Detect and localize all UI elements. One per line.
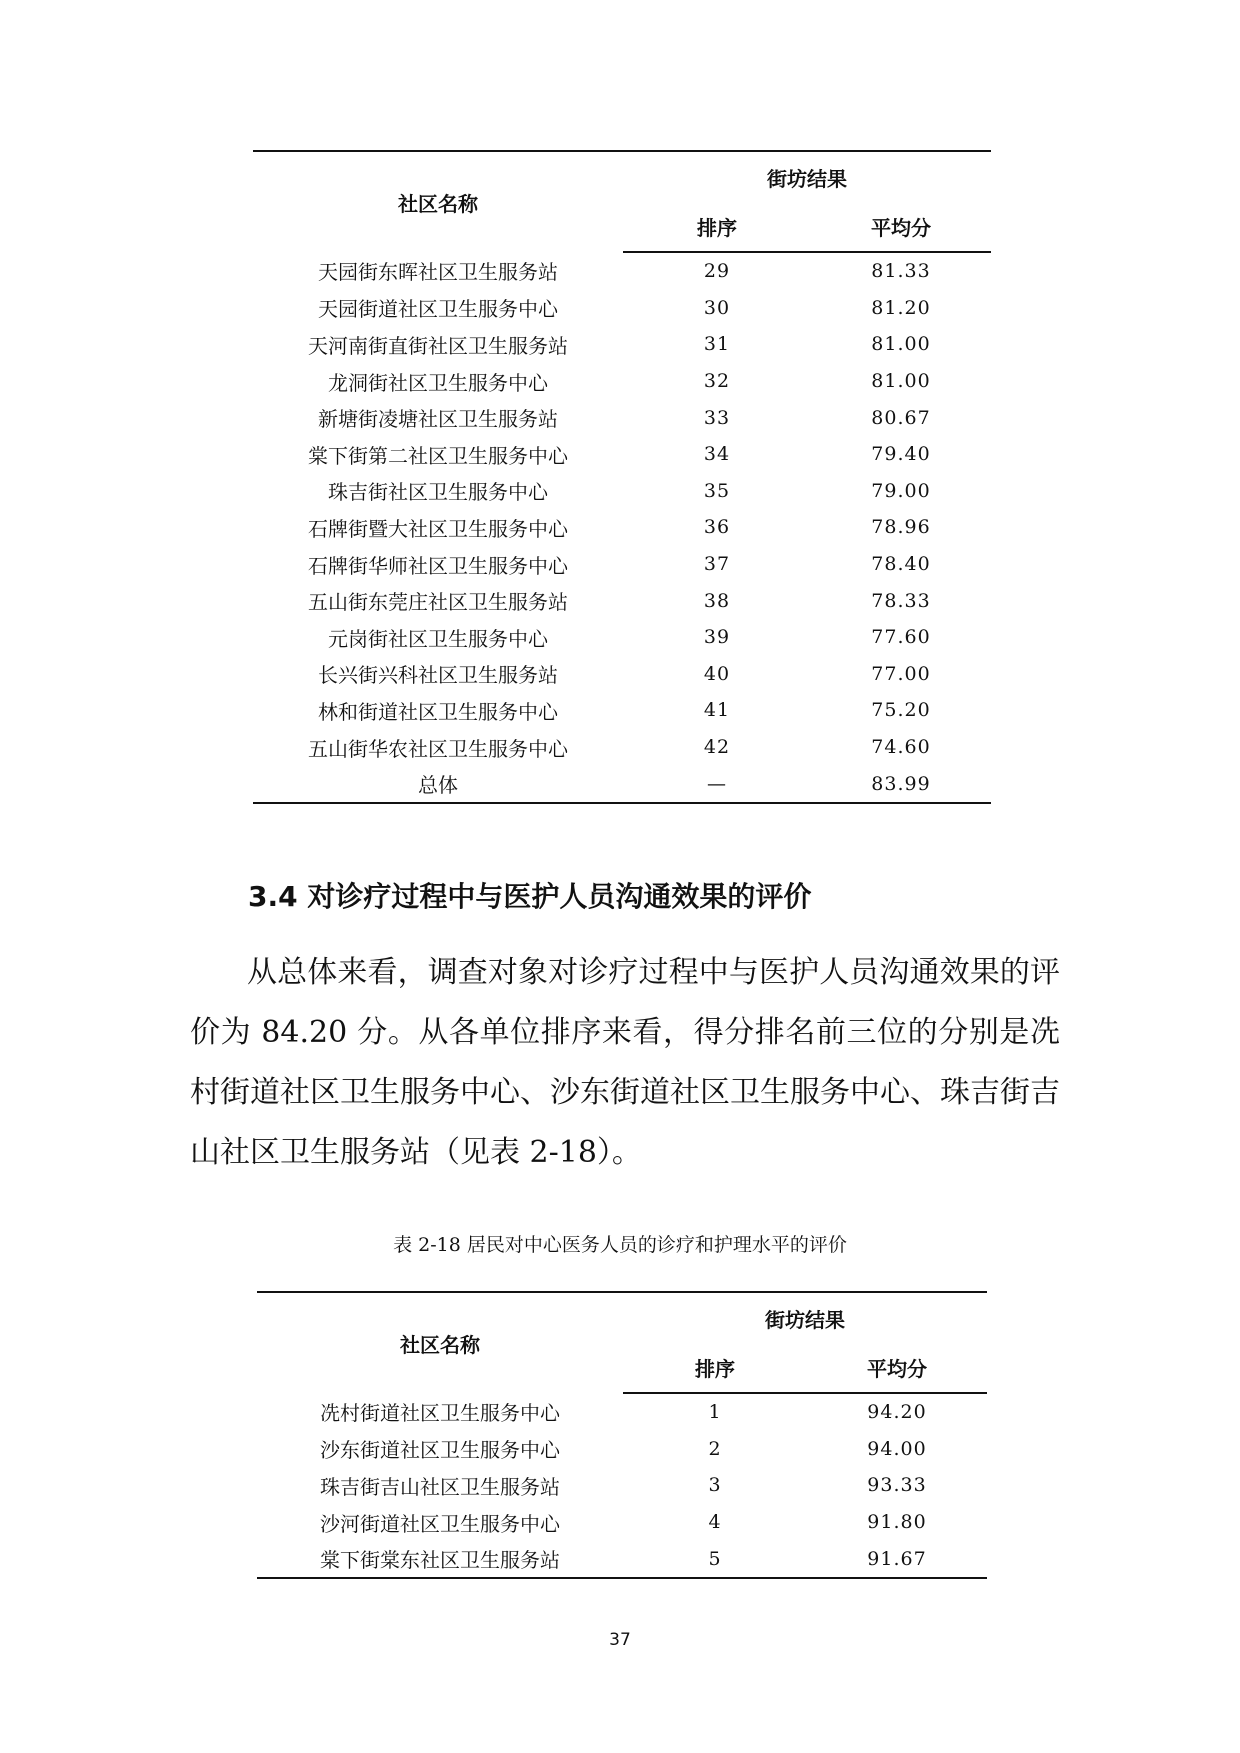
header-street-result: 街坊结果	[623, 151, 991, 202]
table-row	[253, 546, 991, 583]
rank-cell: 41	[703, 699, 731, 722]
header-street-result: 街坊结果	[623, 1292, 987, 1343]
rank-cell: 40	[703, 662, 731, 685]
table-row	[253, 729, 991, 766]
rank-cell: 39	[703, 626, 731, 649]
body-paragraph: 从总体来看，调查对象对诊疗过程中与医护人员沟通效果的评价为 84.20 分。从各单位排序来看，得分排名前三位的分别是冼村街道社区卫生服务中心、沙东街道社区卫生服务中心、珠吉街吉山社区卫生服务站（见表 2-18）。	[190, 955, 1060, 1170]
community-name-cell: 天园街道社区卫生服务中心	[318, 297, 558, 322]
community-name-cell: 石牌街华师社区卫生服务中心	[308, 553, 568, 578]
rank-cell: 29	[703, 260, 731, 283]
table-body	[253, 252, 991, 803]
score-cell: 91.80	[867, 1511, 927, 1534]
rank-cell: 36	[703, 516, 731, 539]
table-row	[257, 1540, 987, 1578]
rank-cell: —	[623, 765, 811, 803]
score-cell: 94.20	[867, 1401, 927, 1424]
community-name-cell: 沙东街道社区卫生服务中心	[320, 1438, 560, 1463]
rank-cell: 34	[703, 443, 731, 466]
score-cell: 81.00	[871, 333, 931, 356]
community-name-cell: 石牌街暨大社区卫生服务中心	[308, 516, 568, 541]
score-cell: 93.33	[867, 1474, 927, 1497]
score-cell: 81.00	[871, 370, 931, 393]
community-name-cell: 天园街东晖社区卫生服务站	[318, 260, 558, 285]
score-cell: 91.67	[807, 1540, 987, 1578]
score-cell: 78.33	[871, 589, 931, 612]
table-body	[257, 1393, 987, 1578]
page-number: 37	[609, 1630, 631, 1650]
community-name-cell: 元岗街社区卫生服务中心	[328, 626, 548, 651]
rank-cell: 31	[703, 333, 731, 356]
table-row	[253, 692, 991, 729]
table-row	[253, 619, 991, 656]
rank-cell: 33	[703, 406, 731, 429]
table-row	[253, 399, 991, 436]
score-cell: 80.67	[871, 406, 931, 429]
rank-cell: 3	[708, 1474, 722, 1497]
community-name-cell: 珠吉街吉山社区卫生服务站	[320, 1474, 560, 1499]
community-name-cell: 龙洞街社区卫生服务中心	[328, 370, 548, 395]
score-cell: 81.20	[871, 296, 931, 319]
table-row	[257, 1504, 987, 1541]
header-rank: 排序	[623, 202, 811, 252]
header-average-score: 平均分	[807, 1343, 987, 1393]
rank-cell: 38	[703, 589, 731, 612]
rank-cell: 30	[703, 296, 731, 319]
community-name-cell: 五山街华农社区卫生服务中心	[308, 736, 568, 761]
score-cell: 78.96	[871, 516, 931, 539]
rank-cell: 5	[623, 1540, 807, 1578]
score-cell: 75.20	[871, 699, 931, 722]
community-name-cell: 新塘街凌塘社区卫生服务站	[318, 407, 558, 432]
table-row	[253, 363, 991, 400]
score-cell: 77.60	[871, 626, 931, 649]
ranking-table-continued	[253, 150, 991, 804]
header-average-score: 平均分	[811, 202, 991, 252]
section-heading: 3.4 对诊疗过程中与医护人员沟通效果的评价	[248, 880, 812, 913]
ranking-table-2-18	[257, 1291, 987, 1579]
score-cell: 78.40	[871, 553, 931, 576]
score-cell: 83.99	[811, 765, 991, 803]
rank-cell: 37	[703, 553, 731, 576]
table-row	[253, 290, 991, 327]
score-cell: 79.40	[871, 443, 931, 466]
score-cell: 94.00	[867, 1437, 927, 1460]
community-name-cell: 棠下街棠东社区卫生服务站	[257, 1540, 623, 1578]
community-name-cell: 冼村街道社区卫生服务中心	[320, 1401, 560, 1426]
community-name-cell: 珠吉街社区卫生服务中心	[328, 480, 548, 505]
community-name-cell: 五山街东莞庄社区卫生服务站	[308, 590, 568, 615]
score-cell: 79.00	[871, 479, 931, 502]
table-row	[257, 1467, 987, 1504]
community-name-cell: 棠下街第二社区卫生服务中心	[308, 443, 568, 468]
rank-cell: 2	[708, 1437, 722, 1460]
rank-cell: 1	[708, 1401, 722, 1424]
community-name-cell: 沙河街道社区卫生服务中心	[320, 1511, 560, 1536]
rank-cell: 4	[708, 1511, 722, 1534]
rank-cell: 42	[703, 736, 731, 759]
community-name-cell: 天河南街直街社区卫生服务站	[308, 333, 568, 358]
table-row	[253, 765, 991, 803]
table-row	[253, 436, 991, 473]
header-community-name: 社区名称	[257, 1292, 623, 1393]
header-community-name: 社区名称	[253, 151, 623, 252]
table-caption: 表 2-18 居民对中心医务人员的诊疗和护理水平的评价	[393, 1234, 847, 1256]
table-row	[253, 326, 991, 363]
table-row	[257, 1393, 987, 1431]
header-rank: 排序	[623, 1343, 807, 1393]
score-cell: 81.33	[871, 260, 931, 283]
table-row	[253, 252, 991, 290]
score-cell: 77.00	[871, 662, 931, 685]
table-row	[253, 582, 991, 619]
score-cell: 74.60	[871, 736, 931, 759]
table-row	[257, 1431, 987, 1468]
community-name-cell: 林和街道社区卫生服务中心	[318, 699, 558, 724]
rank-cell: 35	[703, 479, 731, 502]
rank-cell: 32	[703, 370, 731, 393]
table-row	[253, 473, 991, 510]
community-name-cell: 长兴街兴科社区卫生服务站	[318, 663, 558, 688]
table-row	[253, 509, 991, 546]
community-name-cell: 总体	[253, 765, 623, 803]
table-row	[253, 656, 991, 693]
